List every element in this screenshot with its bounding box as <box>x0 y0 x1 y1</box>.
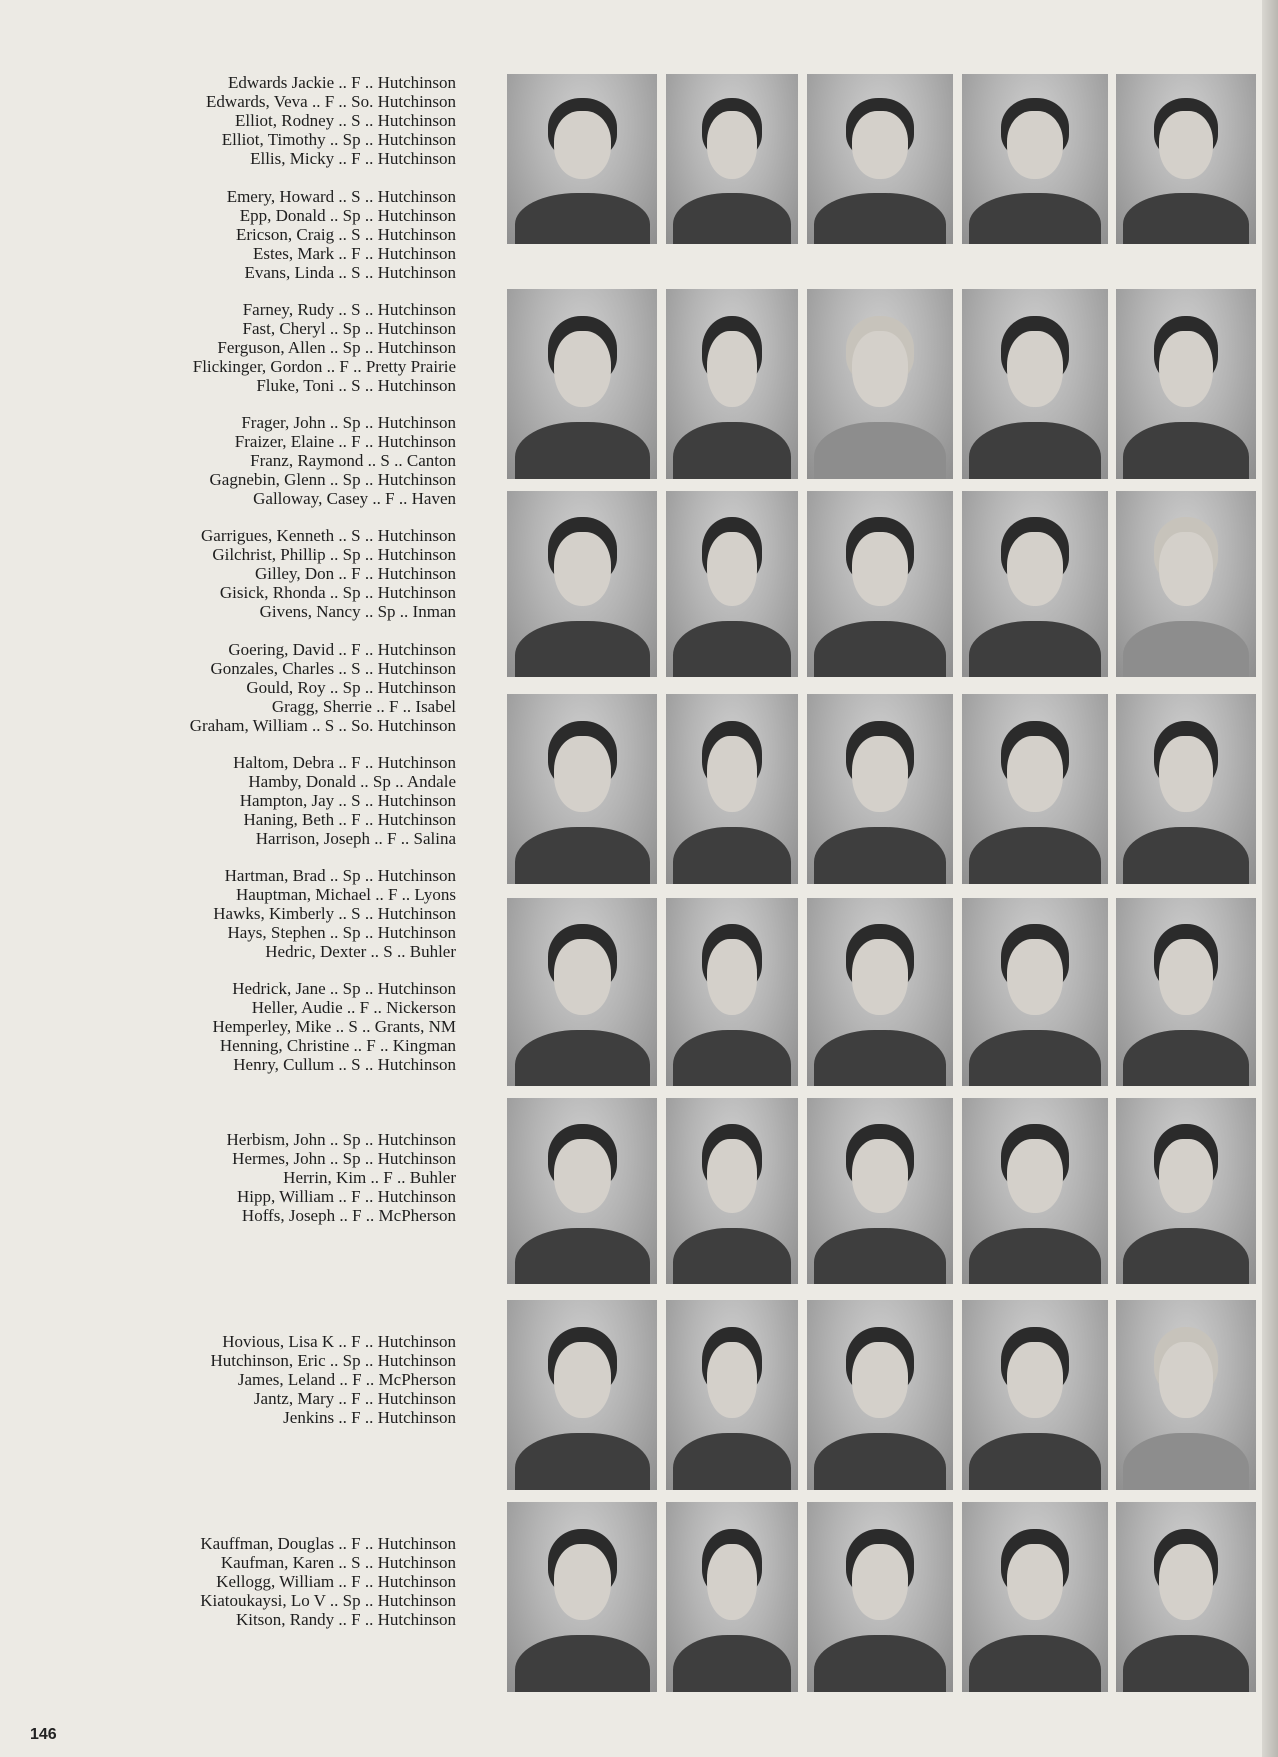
student-photo <box>507 289 657 479</box>
page-number: 146 <box>30 1726 57 1743</box>
student-entry: Hedrick, Jane .. Sp .. Hutchinson <box>232 979 456 998</box>
portrait-body <box>1123 1228 1249 1284</box>
student-photo <box>807 1300 953 1490</box>
student-entry: Ferguson, Allen .. Sp .. Hutchinson <box>217 338 456 357</box>
portrait-body <box>969 827 1100 884</box>
student-entry: Henning, Christine .. F .. Kingman <box>219 1036 456 1055</box>
portrait-face <box>707 1342 757 1418</box>
portrait-body <box>515 193 650 244</box>
student-photo <box>807 1502 953 1692</box>
student-photo <box>807 1098 953 1284</box>
student-entry: Jantz, Mary .. F .. Hutchinson <box>253 1389 456 1408</box>
student-entry: Garrigues, Kenneth .. S .. Hutchinson <box>201 526 456 545</box>
student-photo <box>1116 289 1256 479</box>
student-entry: Kellogg, William .. F .. Hutchinson <box>216 1572 456 1591</box>
student-photo <box>1116 898 1256 1086</box>
student-entry: Kiatoukaysi, Lo V .. Sp .. Hutchinson <box>200 1591 456 1610</box>
student-photo <box>507 1098 657 1284</box>
name-group <box>0 753 460 848</box>
portrait-body <box>969 1433 1100 1490</box>
student-photo <box>507 694 657 884</box>
portrait-body <box>1123 193 1249 244</box>
portrait-body <box>969 621 1100 677</box>
name-group <box>0 187 460 282</box>
portrait-body <box>969 1030 1100 1086</box>
student-entry: Gragg, Sherrie .. F .. Isabel <box>271 697 456 716</box>
student-entry: Gonzales, Charles .. S .. Hutchinson <box>210 659 456 678</box>
portrait-body <box>673 1433 792 1490</box>
student-photo <box>807 694 953 884</box>
portrait-body <box>673 1228 792 1284</box>
portrait-body <box>969 1635 1100 1692</box>
portrait-face <box>1159 1139 1212 1213</box>
student-entry: Kauffman, Douglas .. F .. Hutchinson <box>200 1534 456 1553</box>
name-group <box>0 979 460 1074</box>
portrait-body <box>673 193 792 244</box>
student-photo <box>507 1300 657 1490</box>
portrait-body <box>1123 1030 1249 1086</box>
student-entry: Emery, Howard .. S .. Hutchinson <box>226 187 456 206</box>
portrait-face <box>852 939 907 1014</box>
student-entry: Edwards, Veva .. F .. So. Hutchinson <box>206 92 456 111</box>
portrait-face <box>707 939 757 1014</box>
student-entry: Edwards Jackie .. F .. Hutchinson <box>227 73 456 92</box>
portrait-face <box>852 532 907 606</box>
student-entry: Hedric, Dexter .. S .. Buhler <box>265 942 456 961</box>
name-group <box>0 640 460 735</box>
student-entry: Gilchrist, Phillip .. Sp .. Hutchinson <box>212 545 456 564</box>
portrait-body <box>814 193 945 244</box>
student-entry: Kaufman, Karen .. S .. Hutchinson <box>220 1553 456 1572</box>
name-group <box>0 73 460 168</box>
student-photo <box>666 898 798 1086</box>
student-entry: Herbism, John .. Sp .. Hutchinson <box>226 1130 456 1149</box>
student-photo <box>962 1502 1108 1692</box>
portrait-face <box>1159 331 1212 407</box>
portrait-body <box>515 827 650 884</box>
student-photo <box>666 1502 798 1692</box>
student-entry: James, Leland .. F .. McPherson <box>237 1370 456 1389</box>
student-photo <box>807 289 953 479</box>
student-entry: Gilley, Don .. F .. Hutchinson <box>254 564 456 583</box>
student-entry: Hawks, Kimberly .. S .. Hutchinson <box>213 904 456 923</box>
student-entry: Hemperley, Mike .. S .. Grants, NM <box>212 1017 456 1036</box>
portrait-face <box>1159 111 1212 179</box>
portrait-body <box>1123 1433 1249 1490</box>
portrait-body <box>969 422 1100 479</box>
portrait-face <box>1159 532 1212 606</box>
portrait-body <box>1123 1635 1249 1692</box>
portrait-face <box>554 939 611 1014</box>
student-entry: Gagnebin, Glenn .. Sp .. Hutchinson <box>209 470 456 489</box>
portrait-face <box>1007 1139 1062 1213</box>
student-photo <box>666 694 798 884</box>
page-edge <box>1262 0 1278 1757</box>
portrait-face <box>1007 111 1062 179</box>
student-photo <box>962 491 1108 677</box>
student-entry: Hovious, Lisa K .. F .. Hutchinson <box>222 1332 456 1351</box>
portrait-face <box>852 736 907 812</box>
student-entry: Hoffs, Joseph .. F .. McPherson <box>241 1206 456 1225</box>
portrait-face <box>852 331 907 407</box>
name-group <box>0 1130 460 1225</box>
portrait-body <box>814 1228 945 1284</box>
portrait-face <box>1007 939 1062 1014</box>
student-entry: Hipp, William .. F .. Hutchinson <box>236 1187 456 1206</box>
name-group <box>0 866 460 961</box>
student-entry: Frager, John .. Sp .. Hutchinson <box>241 413 456 432</box>
portrait-face <box>707 1544 757 1620</box>
student-photo <box>962 898 1108 1086</box>
student-photo <box>507 74 657 244</box>
portrait-body <box>1123 621 1249 677</box>
portrait-face <box>1007 1544 1062 1620</box>
student-entry: Kitson, Randy .. F .. Hutchinson <box>235 1610 456 1629</box>
portrait-face <box>1159 939 1212 1014</box>
student-entry: Fluke, Toni .. S .. Hutchinson <box>256 376 456 395</box>
student-entry: Gould, Roy .. Sp .. Hutchinson <box>246 678 456 697</box>
student-entry: Hartman, Brad .. Sp .. Hutchinson <box>224 866 456 885</box>
student-entry: Jenkins .. F .. Hutchinson <box>283 1408 456 1427</box>
name-group <box>0 1332 460 1427</box>
name-group <box>0 526 460 621</box>
student-entry: Herrin, Kim .. F .. Buhler <box>283 1168 456 1187</box>
portrait-face <box>554 1139 611 1213</box>
portrait-body <box>1123 422 1249 479</box>
student-photo <box>666 1300 798 1490</box>
student-photo <box>1116 1300 1256 1490</box>
student-photo <box>666 1098 798 1284</box>
portrait-face <box>1159 736 1212 812</box>
portrait-body <box>515 1635 650 1692</box>
student-entry: Elliot, Rodney .. S .. Hutchinson <box>235 111 456 130</box>
portrait-body <box>814 827 945 884</box>
student-photo <box>666 74 798 244</box>
portrait-face <box>852 1342 907 1418</box>
student-entry: Hauptman, Michael .. F .. Lyons <box>235 885 456 904</box>
portrait-face <box>852 1544 907 1620</box>
student-photo <box>962 694 1108 884</box>
portrait-face <box>1007 1342 1062 1418</box>
name-group <box>0 413 460 508</box>
student-photo <box>962 74 1108 244</box>
student-entry: Gisick, Rhonda .. Sp .. Hutchinson <box>219 583 456 602</box>
portrait-body <box>814 1635 945 1692</box>
student-photo <box>807 74 953 244</box>
portrait-body <box>673 1635 792 1692</box>
student-photo <box>1116 1098 1256 1284</box>
student-photo <box>1116 1502 1256 1692</box>
name-list <box>0 0 460 1757</box>
student-entry: Goering, David .. F .. Hutchinson <box>228 640 456 659</box>
student-entry: Estes, Mark .. F .. Hutchinson <box>252 244 456 263</box>
portrait-body <box>673 422 792 479</box>
student-entry: Franz, Raymond .. S .. Canton <box>250 451 456 470</box>
student-photo <box>1116 491 1256 677</box>
portrait-face <box>1007 331 1062 407</box>
student-photo <box>507 491 657 677</box>
portrait-body <box>515 1228 650 1284</box>
portrait-face <box>707 331 757 407</box>
portrait-body <box>673 827 792 884</box>
portrait-body <box>969 1228 1100 1284</box>
student-photo <box>507 898 657 1086</box>
portrait-body <box>814 1433 945 1490</box>
student-entry: Harrison, Joseph .. F .. Salina <box>255 829 456 848</box>
portrait-face <box>707 532 757 606</box>
student-entry: Fast, Cheryl .. Sp .. Hutchinson <box>242 319 456 338</box>
portrait-body <box>515 422 650 479</box>
student-entry: Hampton, Jay .. S .. Hutchinson <box>239 791 456 810</box>
student-photo <box>507 1502 657 1692</box>
student-entry: Hamby, Donald .. Sp .. Andale <box>248 772 456 791</box>
portrait-body <box>515 1030 650 1086</box>
name-group <box>0 300 460 395</box>
student-photo <box>666 491 798 677</box>
portrait-face <box>707 111 757 179</box>
student-photo <box>1116 74 1256 244</box>
student-entry: Givens, Nancy .. Sp .. Inman <box>259 602 456 621</box>
student-entry: Elliot, Timothy .. Sp .. Hutchinson <box>221 130 456 149</box>
portrait-body <box>515 621 650 677</box>
portrait-face <box>554 736 611 812</box>
student-photo <box>807 491 953 677</box>
student-entry: Haning, Beth .. F .. Hutchinson <box>243 810 456 829</box>
student-photo <box>1116 694 1256 884</box>
name-group <box>0 1534 460 1629</box>
portrait-body <box>673 621 792 677</box>
portrait-body <box>515 1433 650 1490</box>
portrait-face <box>852 111 907 179</box>
student-entry: Heller, Audie .. F .. Nickerson <box>251 998 456 1017</box>
student-entry: Evans, Linda .. S .. Hutchinson <box>244 263 456 282</box>
student-photo <box>962 1098 1108 1284</box>
student-entry: Ericson, Craig .. S .. Hutchinson <box>235 225 456 244</box>
student-entry: Hays, Stephen .. Sp .. Hutchinson <box>227 923 456 942</box>
student-entry: Hermes, John .. Sp .. Hutchinson <box>232 1149 456 1168</box>
student-entry: Ellis, Micky .. F .. Hutchinson <box>250 149 456 168</box>
student-entry: Flickinger, Gordon .. F .. Pretty Prairie <box>192 357 456 376</box>
student-photo <box>807 898 953 1086</box>
student-entry: Graham, William .. S .. So. Hutchinson <box>189 716 456 735</box>
student-entry: Haltom, Debra .. F .. Hutchinson <box>233 753 456 772</box>
portrait-face <box>1159 1342 1212 1418</box>
portrait-body <box>814 1030 945 1086</box>
portrait-face <box>1007 532 1062 606</box>
student-entry: Hutchinson, Eric .. Sp .. Hutchinson <box>210 1351 456 1370</box>
portrait-face <box>554 1342 611 1418</box>
portrait-body <box>814 621 945 677</box>
student-photo <box>666 289 798 479</box>
portrait-body <box>814 422 945 479</box>
portrait-body <box>1123 827 1249 884</box>
portrait-face <box>707 736 757 812</box>
student-entry: Farney, Rudy .. S .. Hutchinson <box>242 300 456 319</box>
portrait-face <box>1007 736 1062 812</box>
student-entry: Epp, Donald .. Sp .. Hutchinson <box>239 206 456 225</box>
student-entry: Henry, Cullum .. S .. Hutchinson <box>233 1055 456 1074</box>
portrait-face <box>554 1544 611 1620</box>
student-entry: Galloway, Casey .. F .. Haven <box>253 489 456 508</box>
student-photo <box>962 289 1108 479</box>
portrait-face <box>554 331 611 407</box>
student-photo <box>962 1300 1108 1490</box>
portrait-body <box>969 193 1100 244</box>
student-entry: Fraizer, Elaine .. F .. Hutchinson <box>234 432 456 451</box>
portrait-body <box>673 1030 792 1086</box>
portrait-face <box>707 1139 757 1213</box>
portrait-face <box>852 1139 907 1213</box>
portrait-face <box>554 532 611 606</box>
portrait-face <box>1159 1544 1212 1620</box>
portrait-face <box>554 111 611 179</box>
